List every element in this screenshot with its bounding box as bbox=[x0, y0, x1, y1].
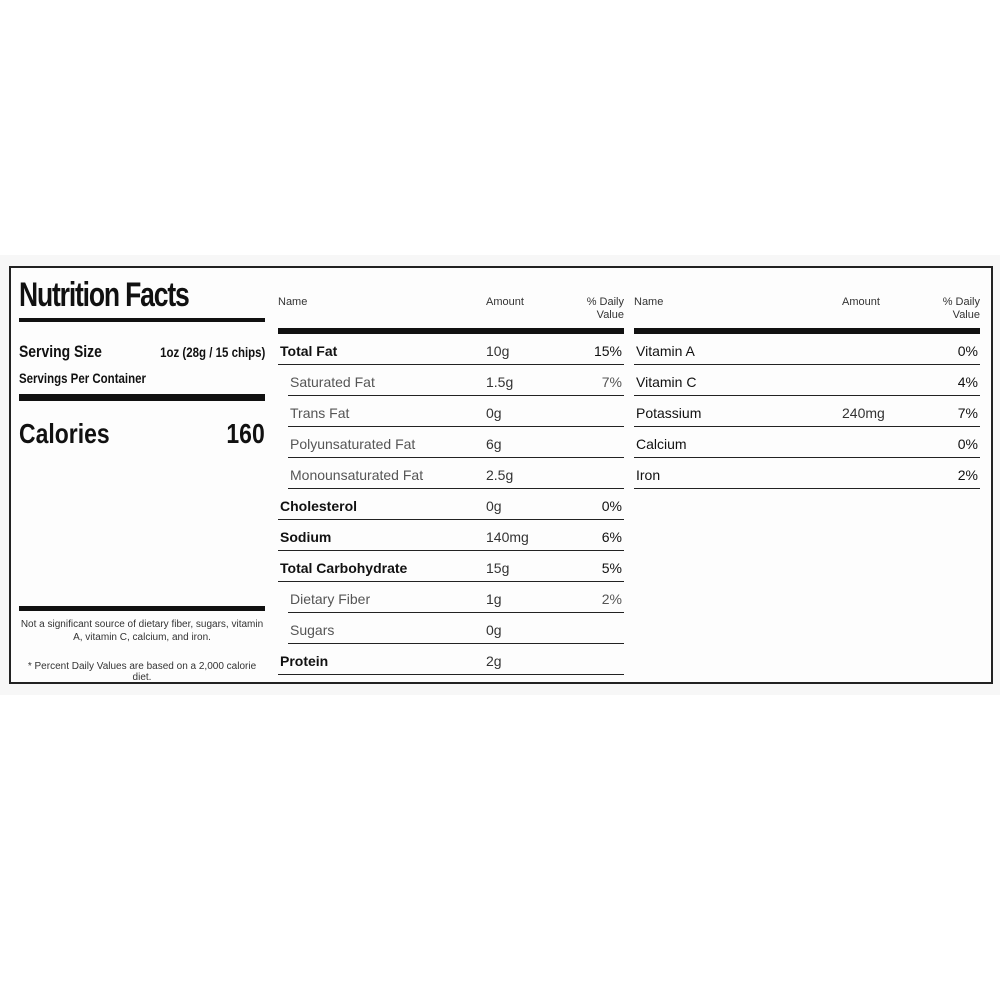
header-daily-value: % Daily Value bbox=[586, 296, 624, 321]
table-row bbox=[288, 614, 624, 644]
table-row bbox=[634, 428, 980, 458]
nutrient-table bbox=[278, 268, 624, 682]
nutrient-amount: 10g bbox=[486, 343, 510, 359]
nutrient-name: Dietary Fiber bbox=[290, 591, 371, 607]
nutrient-daily-value: 0% bbox=[601, 498, 622, 514]
header-divider bbox=[634, 328, 980, 334]
nutrient-amount: 2g bbox=[486, 653, 502, 669]
table-row bbox=[278, 490, 624, 520]
nutrient-daily-value: 6% bbox=[601, 529, 622, 545]
nutrient-amount: 2.5g bbox=[486, 467, 514, 483]
table-row bbox=[288, 459, 624, 489]
serving-size-label: Serving Size bbox=[19, 342, 102, 361]
divider bbox=[19, 394, 265, 401]
calories-value: 160 bbox=[226, 418, 265, 449]
label-title: Nutrition Facts bbox=[19, 276, 189, 314]
table-row bbox=[278, 521, 624, 551]
nutrient-name: Sugars bbox=[290, 622, 335, 638]
summary-column bbox=[19, 268, 265, 682]
nutrient-amount: 240mg bbox=[842, 405, 885, 421]
not-significant-note: Not a significant source of dietary fiber, sugars, vitamin A, vitamin C, calcium, and iron. bbox=[20, 619, 264, 643]
nutrient-name: Sodium bbox=[280, 529, 332, 545]
header-name: Name bbox=[278, 296, 308, 308]
table-row bbox=[288, 397, 624, 427]
nutrient-name: Saturated Fat bbox=[290, 374, 375, 390]
table-row bbox=[634, 335, 980, 365]
table-row bbox=[288, 366, 624, 396]
nutrient-daily-value: 7% bbox=[957, 405, 978, 421]
table-row bbox=[288, 428, 624, 458]
nutrient-amount: 0g bbox=[486, 622, 502, 638]
divider bbox=[19, 318, 265, 322]
nutrient-name: Polyunsaturated Fat bbox=[290, 436, 416, 452]
daily-value-footnote: * Percent Daily Values are based on a 2,000 calorie diet. bbox=[27, 661, 257, 683]
table-header bbox=[278, 296, 624, 326]
nutrient-amount: 1g bbox=[486, 591, 502, 607]
nutrient-daily-value: 0% bbox=[957, 343, 978, 359]
nutrient-amount: 0g bbox=[486, 405, 502, 421]
header-daily-value: % Daily Value bbox=[942, 296, 980, 321]
vitamin-table bbox=[634, 268, 980, 682]
nutrient-daily-value: 4% bbox=[957, 374, 978, 390]
table-row bbox=[278, 335, 624, 365]
nutrient-amount: 6g bbox=[486, 436, 502, 452]
nutrient-name: Vitamin A bbox=[636, 343, 695, 359]
serving-size-value: 1oz (28g / 15 chips) bbox=[159, 344, 265, 360]
nutrient-name: Total Fat bbox=[280, 343, 338, 359]
header-amount: Amount bbox=[486, 296, 524, 308]
nutrient-name: Potassium bbox=[636, 405, 702, 421]
nutrient-name: Calcium bbox=[636, 436, 687, 452]
nutrient-name: Protein bbox=[280, 653, 329, 669]
divider bbox=[19, 606, 265, 611]
nutrient-name: Total Carbohydrate bbox=[280, 560, 408, 576]
nutrient-name: Vitamin C bbox=[636, 374, 697, 390]
header-name: Name bbox=[634, 296, 664, 308]
header-divider bbox=[278, 328, 624, 334]
table-row bbox=[278, 645, 624, 675]
nutrient-amount: 1.5g bbox=[486, 374, 514, 390]
nutrient-amount: 15g bbox=[486, 560, 510, 576]
table-row bbox=[634, 397, 980, 427]
table-row bbox=[278, 552, 624, 582]
servings-per-container-label: Servings Per Container bbox=[19, 370, 146, 386]
nutrient-name: Monounsaturated Fat bbox=[290, 467, 424, 483]
table-row bbox=[288, 583, 624, 613]
nutrient-name: Cholesterol bbox=[280, 498, 358, 514]
table-row bbox=[634, 366, 980, 396]
nutrient-amount: 0g bbox=[486, 498, 502, 514]
nutrient-daily-value: 2% bbox=[601, 591, 622, 607]
nutrient-daily-value: 7% bbox=[601, 374, 622, 390]
nutrient-daily-value: 2% bbox=[957, 467, 978, 483]
nutrient-name: Iron bbox=[636, 467, 661, 483]
nutrient-name: Trans Fat bbox=[290, 405, 350, 421]
nutrient-amount: 140mg bbox=[486, 529, 529, 545]
nutrient-daily-value: 0% bbox=[957, 436, 978, 452]
nutrition-label bbox=[9, 266, 993, 684]
nutrient-daily-value: 5% bbox=[601, 560, 622, 576]
header-amount: Amount bbox=[842, 296, 880, 308]
nutrient-daily-value: 15% bbox=[593, 343, 622, 359]
calories-label: Calories bbox=[19, 418, 110, 449]
table-header bbox=[634, 296, 980, 326]
table-row bbox=[634, 459, 980, 489]
